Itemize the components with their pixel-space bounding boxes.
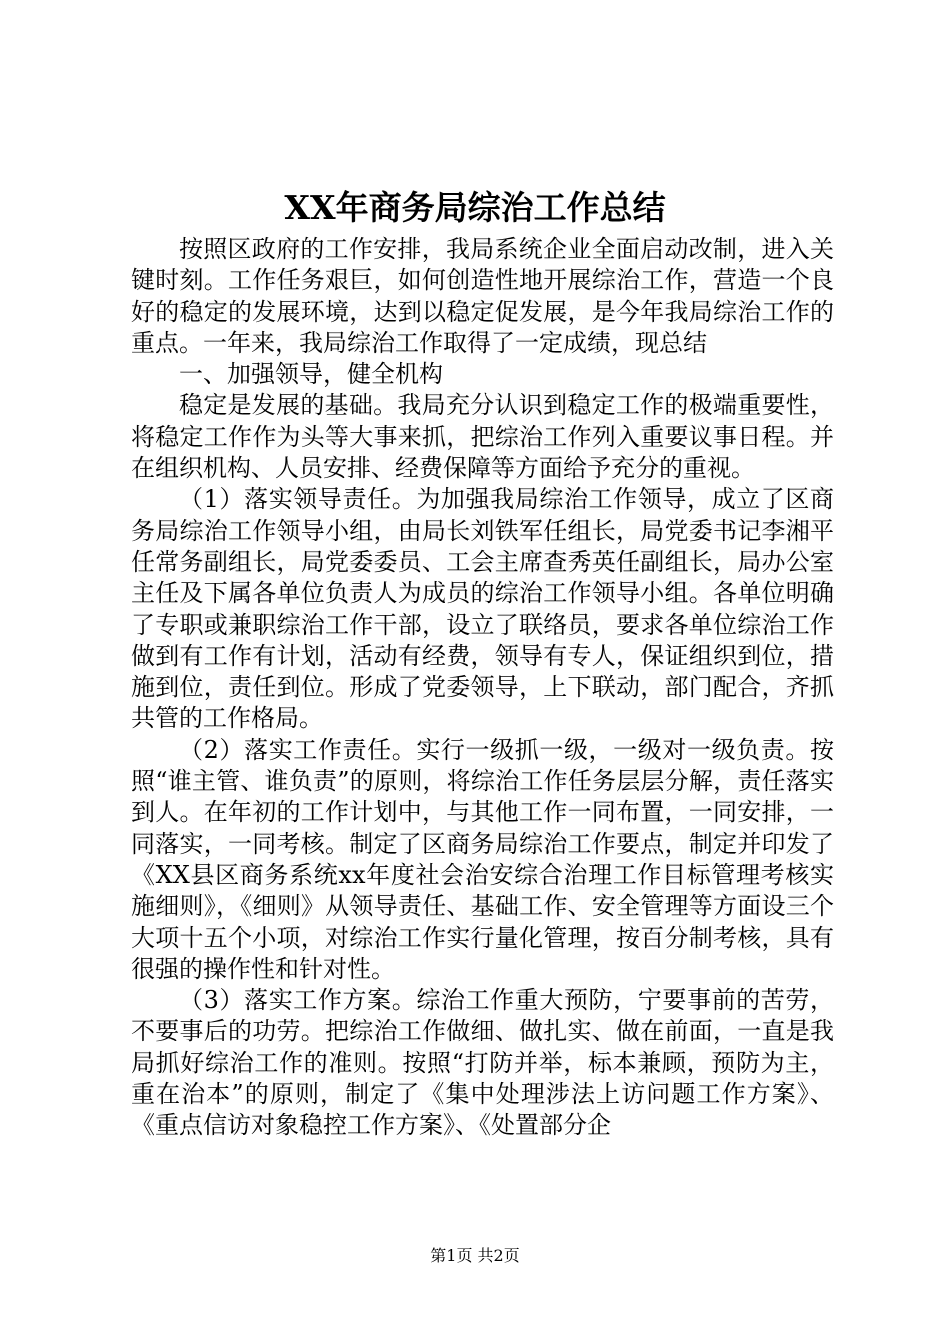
paragraph-intro: 按照区政府的工作安排，我局系统企业全面启动改制，进入关键时刻。工作任务艰巨，如何创造性地开展综治工作，营造一个良好的稳定的发展环境，达到以稳定促发展，是今年我局综治工作的重点。一年来，我局综治工作取得了一定成绩，现总结 bbox=[131, 235, 834, 357]
paragraph-work-plan: （3）落实工作方案。综治工作重大预防，宁要事前的苦劳，不要事后的功劳。把综治工作做细、做扎实、做在前面，一直是我局抓好综治工作的准则。按照“打防并举，标本兼顾，预防为主，重在治本”的原则，制定了《集中处理涉法上访问题工作方案》、《重点信访对象稳控工作方案》、《处置部分企 bbox=[131, 986, 834, 1140]
document-title: XX年商务局综治工作总结 bbox=[284, 188, 666, 227]
page-footer: 第1页 共2页 bbox=[430, 1246, 520, 1265]
paragraph-work-responsibility: （2）落实工作责任。实行一级抓一级，一级对一级负责。按照“谁主管、谁负责”的原则，将综治工作任务层层分解，责任落实到人。在年初的工作计划中，与其他工作一同布置，一同安排，一同落实，一同考核。制定了区商务局综治工作要点，制定并印发了《XX县区商务系统xx年度社会治安综合治理工作目标管理考核实施细则》，《细则》从领导责任、基础工作、安全管理等方面设三个大项十五个小项，对综治工作实行量化管理，按百分制考核，具有很强的操作性和针对性。 bbox=[131, 735, 834, 983]
paragraph-leadership-responsibility: （1）落实领导责任。为加强我局综治工作领导，成立了区商务局综治工作领导小组，由局长刘铁军任组长，局党委书记李湘平任常务副组长，局党委委员、工会主席查秀英任副组长，局办公室主任及下属各单位负责人为成员的综治工作领导小组。各单位明确了专职或兼职综治工作干部，设立了联络员，要求各单位综治工作做到有工作有计划，活动有经费，领导有专人，保证组织到位，措施到位，责任到位。形成了党委领导，上下联动，部门配合，齐抓共管的工作格局。 bbox=[131, 485, 834, 733]
document-body bbox=[131, 234, 834, 1142]
paragraph-stability: 稳定是发展的基础。我局充分认识到稳定工作的极端重要性，将稳定工作作为头等大事来抓，把综治工作列入重要议事日程。并在组织机构、人员安排、经费保障等方面给予充分的重视。 bbox=[131, 391, 834, 483]
section-heading-1: 一、加强领导，健全机构 bbox=[179, 360, 443, 389]
